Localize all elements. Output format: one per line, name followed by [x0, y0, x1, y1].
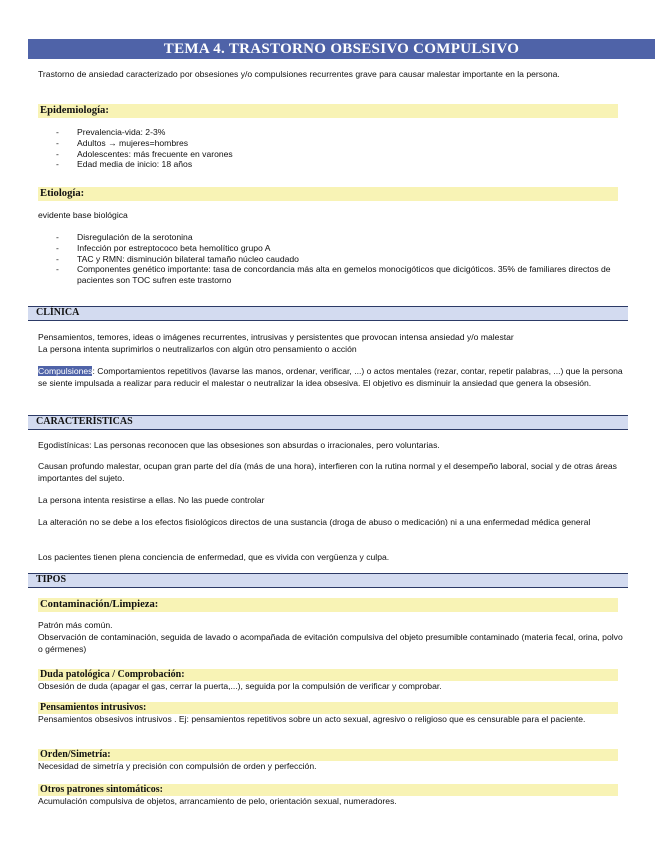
pensamientos-text: Pensamientos obsesivos intrusivos . Ej: pensamientos repetitivos sobre un acto sexual, agresivo o religioso que es censurable para el paciente. [38, 714, 586, 724]
caracteristicas-p2: Causan profundo malestar, ocupan gran parte del día (más de una hora), interfieren con la rutina normal y el desempeño laboral, social y de otras áreas importantes del sujeto. [38, 461, 617, 483]
bullet-dash: - [56, 148, 59, 159]
bullet-dash: - [56, 137, 59, 148]
otros-text: Acumulación compulsiva de objetos, arrancamiento de pelo, orientación sexual, numeradores. [38, 796, 397, 806]
clinica-line-2: La persona intenta suprimirlos o neutralizarlos con algún otro pensamiento o acción [38, 344, 357, 354]
bullet-dash: - [56, 242, 59, 253]
pensamientos-heading: Pensamientos intrusivos: [38, 702, 618, 714]
duda-heading: Duda patológica / Comprobación: [38, 669, 618, 681]
epidemiologia-list [56, 127, 626, 170]
orden-text: Necesidad de simetría y precisión con compulsión de orden y perfección. [38, 761, 317, 771]
list-item: - Disregulación de la serotonina [56, 232, 193, 242]
otros-heading: Otros patrones sintomáticos: [38, 784, 618, 796]
etiologia-heading: Etiología: [38, 187, 618, 201]
caracteristicas-p3: La persona intenta resistirse a ellas. No las puede controlar [38, 495, 265, 505]
caracteristicas-p4: La alteración no se debe a los efectos fisiológicos directos de una sustancia (droga de abuso o medicación) ni a una enfermedad médica general [38, 517, 591, 527]
orden-heading: Orden/Simetría: [38, 749, 618, 761]
list-item: - Adultos → mujeres=hombres [56, 137, 189, 148]
list-item: - Adolescentes: más frecuente en varones [56, 148, 233, 159]
tipos-heading: TIPOS [28, 573, 628, 588]
list-item: - Prevalencia-vida: 2-3% [56, 127, 166, 137]
contaminacion-line-1: Patrón más común. [38, 620, 113, 630]
contaminacion-heading: Contaminación/Limpieza: [38, 598, 618, 612]
bullet-dash: - [56, 264, 59, 275]
compulsiones-text: : Comportamientos repetitivos (lavarse las manos, ordenar, verificar, ...) o actos mentales (rezar, contar, repetir palabras, ...) que la persona se siente impulsada a realizar para reducir el malestar o neutralizar la idea obsesiva. El objetivo es disminuir la ansiedad que genera la obsesión. [38, 366, 623, 388]
contaminacion-line-2: Observación de contaminación, seguida de lavado o acompañada de evitación compulsiva del objeto presumible contaminado (materia fecal, orina, polvo o gérmenes) [38, 632, 623, 654]
epidemiologia-heading: Epidemiología: [38, 104, 618, 118]
bullet-dash: - [56, 253, 59, 264]
caracteristicas-p5: Los pacientes tienen plena conciencia de enfermedad, que es vivida con vergüenza y culpa. [38, 552, 390, 562]
clinica-heading: CLÍNICA [28, 306, 628, 321]
bullet-dash: - [56, 159, 59, 170]
clinica-line-1: Pensamientos, temores, ideas o imágenes recurrentes, intrusivas y persistentes que provocan intensa ansiedad y/o malestar [38, 332, 514, 342]
list-item: - Infección por estreptococo beta hemolítico grupo A [56, 242, 271, 253]
intro-paragraph: Trastorno de ansiedad caracterizado por obsesiones y/o compulsiones recurrentes grave para causar malestar importante en la persona. [38, 69, 560, 79]
list-item: - Edad media de inicio: 18 años [56, 159, 193, 170]
bullet-dash: - [56, 232, 59, 242]
bullet-dash: - [56, 127, 59, 137]
etiologia-intro: evidente base biológica [38, 210, 128, 220]
caracteristicas-p1: Egodistínicas: Las personas reconocen que las obsesiones son absurdas o irracionales, pero voluntarias. [38, 440, 440, 450]
caracteristicas-heading: CARACTERÍSTICAS [28, 415, 628, 430]
document-title: TEMA 4. TRASTORNO OBSESIVO COMPULSIVO [28, 39, 655, 59]
list-item: - Componentes genético importante: tasa de concordancia más alta en gemelos monocigóticos que dicigóticos. 35% de familiares directos de pacientes son TOC sufren este trastorno [56, 264, 611, 286]
compulsiones-highlight: Compulsiones [38, 366, 93, 376]
compulsiones-paragraph [38, 366, 623, 389]
list-item: - TAC y RMN: disminución bilateral tamaño núcleo caudado [56, 253, 299, 264]
etiologia-list [56, 232, 626, 286]
duda-text: Obsesión de duda (apagar el gas, cerrar la puerta,...), seguida por la compulsión de verificar y comprobar. [38, 681, 442, 691]
